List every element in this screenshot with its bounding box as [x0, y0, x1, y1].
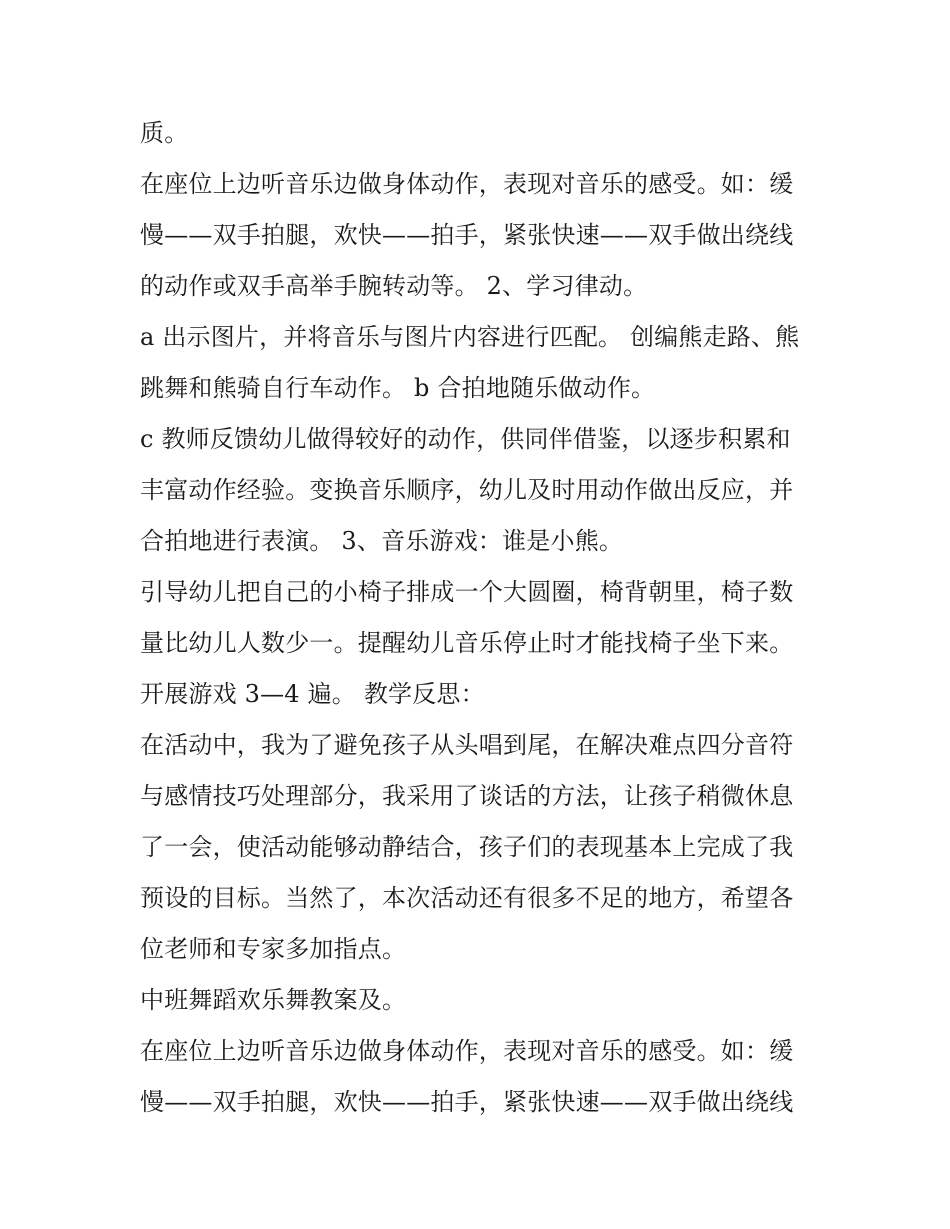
text-line: 开展游戏 3—4 遍。 教学反思： — [140, 680, 485, 708]
section-heading: 中班舞蹈欢乐舞教案及。 — [140, 986, 407, 1014]
text-line: 合拍地进行表演。 3、音乐游戏：谁是小熊。 — [140, 527, 624, 555]
text-line: 引导幼儿把自己的小椅子排成一个大圆圈，椅背朝里，椅子数 — [140, 578, 794, 606]
text-line: 丰富动作经验。变换音乐顺序，幼儿及时用动作做出反应，并 — [140, 476, 794, 504]
text-line: 位老师和专家多加指点。 — [140, 935, 407, 963]
text-line: 在座位上边听音乐边做身体动作，表现对音乐的感受。如：缓 — [140, 1037, 794, 1065]
text-line: 质。 — [140, 119, 189, 147]
text-line: 慢——双手拍腿，欢快——拍手，紧张快速——双手做出绕线 — [140, 221, 794, 249]
text-line: 的动作或双手高举手腕转动等。 2、学习律动。 — [140, 272, 648, 300]
text-line: 在活动中，我为了避免孩子从头唱到尾，在解决难点四分音符 — [140, 731, 794, 759]
text-line: 了一会，使活动能够动静结合，孩子们的表现基本上完成了我 — [140, 833, 794, 861]
text-line: 预设的目标。当然了，本次活动还有很多不足的地方，希望各 — [140, 884, 794, 912]
text-line: 在座位上边听音乐边做身体动作，表现对音乐的感受。如：缓 — [140, 170, 794, 198]
text-line: 慢——双手拍腿，欢快——拍手，紧张快速——双手做出绕线 — [140, 1088, 794, 1116]
document-body — [140, 108, 820, 1128]
text-line: 与感情技巧处理部分，我采用了谈话的方法，让孩子稍微休息 — [140, 782, 794, 810]
text-line: 量比幼儿人数少一。提醒幼儿音乐停止时才能找椅子坐下来。 — [140, 629, 794, 657]
text-line: c 教师反馈幼儿做得较好的动作，供同伴借鉴，以逐步积累和 — [140, 425, 791, 453]
text-line: 跳舞和熊骑自行车动作。 b 合拍地随乐做动作。 — [140, 374, 656, 402]
text-line: a 出示图片，并将音乐与图片内容进行匹配。 创编熊走路、熊 — [140, 323, 800, 351]
